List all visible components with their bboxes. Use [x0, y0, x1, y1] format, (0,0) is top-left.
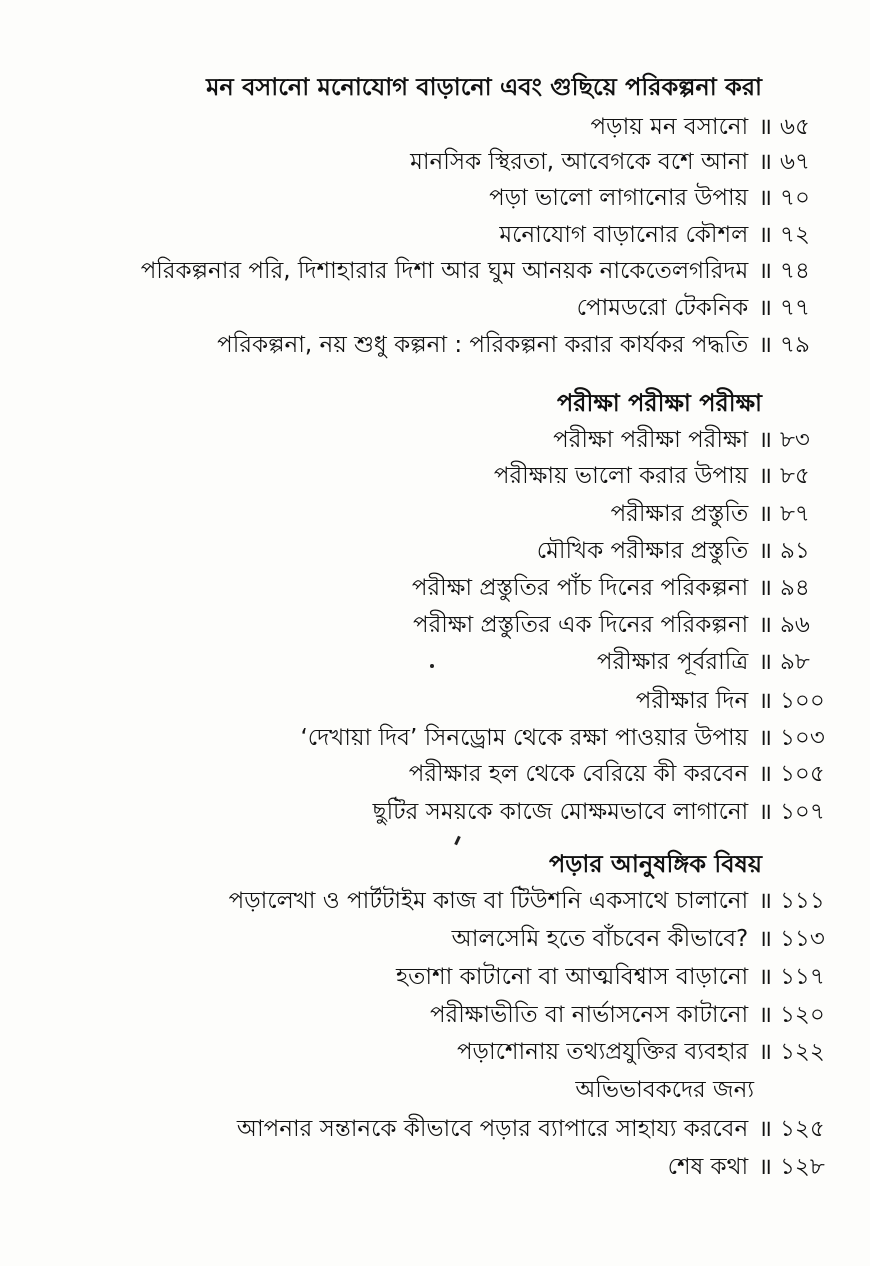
entry-page-number: ৮৩ [780, 427, 810, 453]
entry-separator: ॥ [758, 463, 772, 489]
entry-separator: ॥ [758, 1002, 772, 1028]
entry-title: আলসেমি হতে বাঁচবেন কীভাবে? [451, 926, 749, 952]
toc-entry [410, 145, 832, 179]
entry-title: পরিকল্পনা, নয় শুধু কল্পনা : পরিকল্পনা করার কার্যকর পদ্ধতি [217, 332, 749, 358]
entry-title: পড়ালেখা ও পার্টটাইম কাজ বা টিউশনি একসাথে চালানো [228, 888, 749, 914]
entry-title: ‘দেখায়া দিব’ সিনড্রোম থেকে রক্ষা পাওয়ার উপায় [300, 725, 749, 751]
entry-title: পড়ায় মন বসানো [590, 114, 749, 140]
entry-separator: ॥ [758, 114, 772, 140]
entry-page-number: ৬৭ [780, 149, 810, 175]
toc-entry [373, 795, 832, 829]
toc-entry [452, 922, 832, 956]
entry-separator: ॥ [758, 964, 772, 990]
entry-page-number: ৯৮ [780, 649, 810, 675]
toc-entry [457, 1035, 832, 1069]
entry-separator: ॥ [758, 926, 772, 952]
entry-page-number: ১১৩ [780, 926, 825, 952]
entry-page-number: ৭৯ [780, 332, 810, 358]
entry-page-number: ১০৩ [780, 725, 825, 751]
entry-title: পরীক্ষা প্রস্তুতির এক দিনের পরিকল্পনা [413, 612, 749, 638]
entry-separator: ॥ [758, 185, 772, 211]
entry-page-number: ১১৭ [780, 964, 825, 990]
toc-entry [229, 884, 832, 918]
toc-entry [413, 608, 832, 642]
entry-title: ছুটির সময়কে কাজে মোক্ষমভাবে লাগানো [372, 799, 749, 825]
entry-page-number: ৬৫ [780, 114, 810, 140]
entry-page-number: ১২০ [780, 1002, 825, 1028]
toc-entry [396, 960, 832, 994]
entry-title: মানসিক স্থিরতা, আবেগকে বশে আনা [410, 149, 749, 175]
entry-page-number: ১২২ [780, 1039, 825, 1065]
entry-title: পরীক্ষার দিন [635, 688, 749, 714]
entry-title: পোমডরো টেকনিক [576, 295, 749, 321]
entry-title: পরীক্ষার হল থেকে বেরিয়ে কী করবেন [408, 761, 749, 787]
entry-title: পরিকল্পনার পরি, দিশাহারার দিশা আর ঘুম আনয়ক নাকেতেলগরিদম [140, 258, 749, 284]
toc-entry [636, 684, 832, 718]
entry-separator: ॥ [758, 612, 772, 638]
toc-entry [141, 254, 832, 288]
ink-mark [454, 836, 461, 845]
entry-separator: ॥ [758, 1154, 772, 1180]
entry-page-number: ৭৭ [780, 295, 810, 321]
entry-separator: ॥ [758, 149, 772, 175]
toc-entry [237, 1112, 832, 1146]
entry-page-number: ৯৪ [780, 575, 810, 601]
toc-entry [553, 423, 832, 457]
subheading-for-parents: অভিভাবকদের জন্য [575, 1077, 754, 1103]
entry-title: হতাশা কাটানো বা আত্মবিশ্বাস বাড়ানো [396, 964, 749, 990]
entry-page-number: ১২৮ [780, 1154, 825, 1180]
entry-title: পরীক্ষার পূর্বরাত্রি [596, 649, 749, 675]
toc-entry [409, 757, 832, 791]
entry-page-number: ৭০ [780, 185, 810, 211]
toc-entry [412, 571, 832, 605]
entry-title: পড়া ভালো লাগানোর উপায় [489, 185, 749, 211]
entry-title: পরীক্ষা প্রস্তুতির পাঁচ দিনের পরিকল্পনা [411, 575, 749, 601]
entry-title: পরীক্ষা পরীক্ষা পরীক্ষা [553, 427, 749, 453]
entry-page-number: ৮৭ [780, 501, 810, 527]
toc-entry [597, 645, 832, 679]
entry-separator: ॥ [758, 427, 772, 453]
entry-page-number: ১০০ [780, 688, 825, 714]
entry-separator: ॥ [758, 501, 772, 527]
section-heading-concentration: মন বসানো মনোযোগ বাড়ানো এবং গুছিয়ে পরিকল্পনা করা [206, 73, 762, 101]
toc-entry [499, 218, 832, 252]
entry-separator: ॥ [758, 538, 772, 564]
entry-title: পড়াশোনায় তথ্যপ্রযুক্তির ব্যবহার [456, 1039, 749, 1065]
entry-title: পরীক্ষায় ভালো করার উপায় [493, 463, 749, 489]
toc-entry [217, 328, 832, 362]
section-heading-related-topics: পড়ার আনুষঙ্গিক বিষয় [548, 850, 762, 878]
entry-title: পরীক্ষাভীতি বা নার্ভাসনেস কাটানো [429, 1002, 749, 1028]
entry-separator: ॥ [758, 575, 772, 601]
entry-separator: ॥ [758, 332, 772, 358]
entry-separator: ॥ [758, 222, 772, 248]
entry-page-number: ৮৫ [780, 463, 810, 489]
entry-separator: ॥ [758, 688, 772, 714]
entry-separator: ॥ [758, 258, 772, 284]
entry-separator: ॥ [758, 799, 772, 825]
entry-page-number: ১০৫ [780, 761, 825, 787]
entry-title: মৌখিক পরীক্ষার প্রস্তুতি [536, 538, 749, 564]
entry-title: মনোযোগ বাড়ানোর কৌশল [499, 222, 749, 248]
section-heading-exams: পরীক্ষা পরীক্ষা পরীক্ষা [557, 389, 762, 417]
entry-separator: ॥ [758, 1039, 772, 1065]
entry-title: শেষ কথা [667, 1154, 749, 1180]
entry-separator: ॥ [758, 725, 772, 751]
entry-page-number: ১২৫ [780, 1116, 825, 1142]
entry-page-number: ৯১ [780, 538, 810, 564]
toc-entry [611, 497, 832, 531]
entry-separator: ॥ [758, 295, 772, 321]
toc-entry [430, 998, 832, 1032]
entry-separator: ॥ [758, 888, 772, 914]
entry-page-number: ৯৬ [780, 612, 810, 638]
entry-title: পরীক্ষার প্রস্তুতি [610, 501, 749, 527]
entry-separator: ॥ [758, 649, 772, 675]
ink-speck [430, 664, 434, 668]
entry-page-number: ৭৪ [780, 258, 810, 284]
entry-page-number: ১০৭ [780, 799, 825, 825]
toc-entry [537, 534, 832, 568]
toc-entry [668, 1150, 832, 1184]
toc-entry [300, 721, 832, 755]
entry-page-number: ১১১ [780, 888, 825, 914]
toc-entry [494, 459, 832, 493]
entry-separator: ॥ [758, 1116, 772, 1142]
toc-entry [577, 291, 832, 325]
toc-entry [591, 110, 832, 144]
entry-separator: ॥ [758, 761, 772, 787]
toc-entry [489, 181, 832, 215]
entry-page-number: ৭২ [780, 222, 810, 248]
entry-title: আপনার সন্তানকে কীভাবে পড়ার ব্যাপারে সাহায্য করবেন [236, 1116, 749, 1142]
